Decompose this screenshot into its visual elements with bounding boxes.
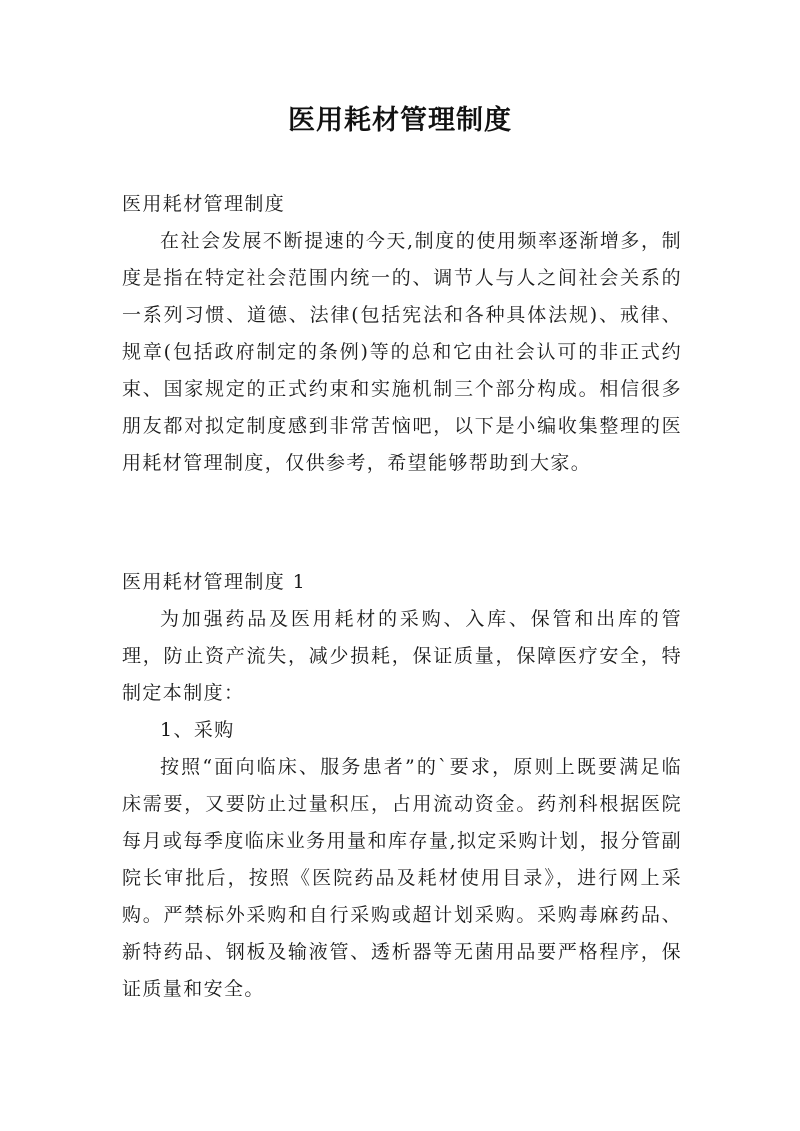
section-1-heading: 医用耗材管理制度 1	[122, 571, 307, 593]
intro-paragraph: 在社会发展不断提速的今天,制度的使用频率逐渐增多，制度是指在特定社会范围内统一的、调节人与人之间社会关系的一系列习惯、道德、法律(包括宪法和各种具体法规)、戒律、规章(包括政府制定的条例)等的总和它由社会认可的非正式约束、国家规定的正式约束和实施机制三个部分构成。相信很多朋友都对拟定制度感到非常苦恼吧，以下是小编收集整理的医用耗材管理制度，仅供参考，希望能够帮助到大家。	[122, 230, 682, 474]
section-1	[122, 564, 682, 1008]
intro-heading: 医用耗材管理制度	[122, 193, 286, 215]
section-1-item-1-heading: 1、采购	[160, 719, 235, 741]
section-1-paragraph-1: 为加强药品及医用耗材的采购、入库、保管和出库的管理，防止资产流失，减少损耗，保证质量，保障医疗安全，特制定本制度：	[122, 608, 682, 704]
section-1-paragraph-2: 按照“面向临床、服务患者”的`要求，原则上既要满足临床需要，又要防止过量积压，占用流动资金。药剂科根据医院每月或每季度临床业务用量和库存量,拟定采购计划，报分管副院长审批后，按照《医院药品及耗材使用目录》，进行网上采购。严禁标外采购和自行采购或超计划采购。采购毒麻药品、新特药品、钢板及输液管、透析器等无菌用品要严格程序，保证质量和安全。	[122, 756, 682, 1000]
document-title: 医用耗材管理制度	[288, 105, 512, 136]
intro-section	[122, 186, 682, 482]
